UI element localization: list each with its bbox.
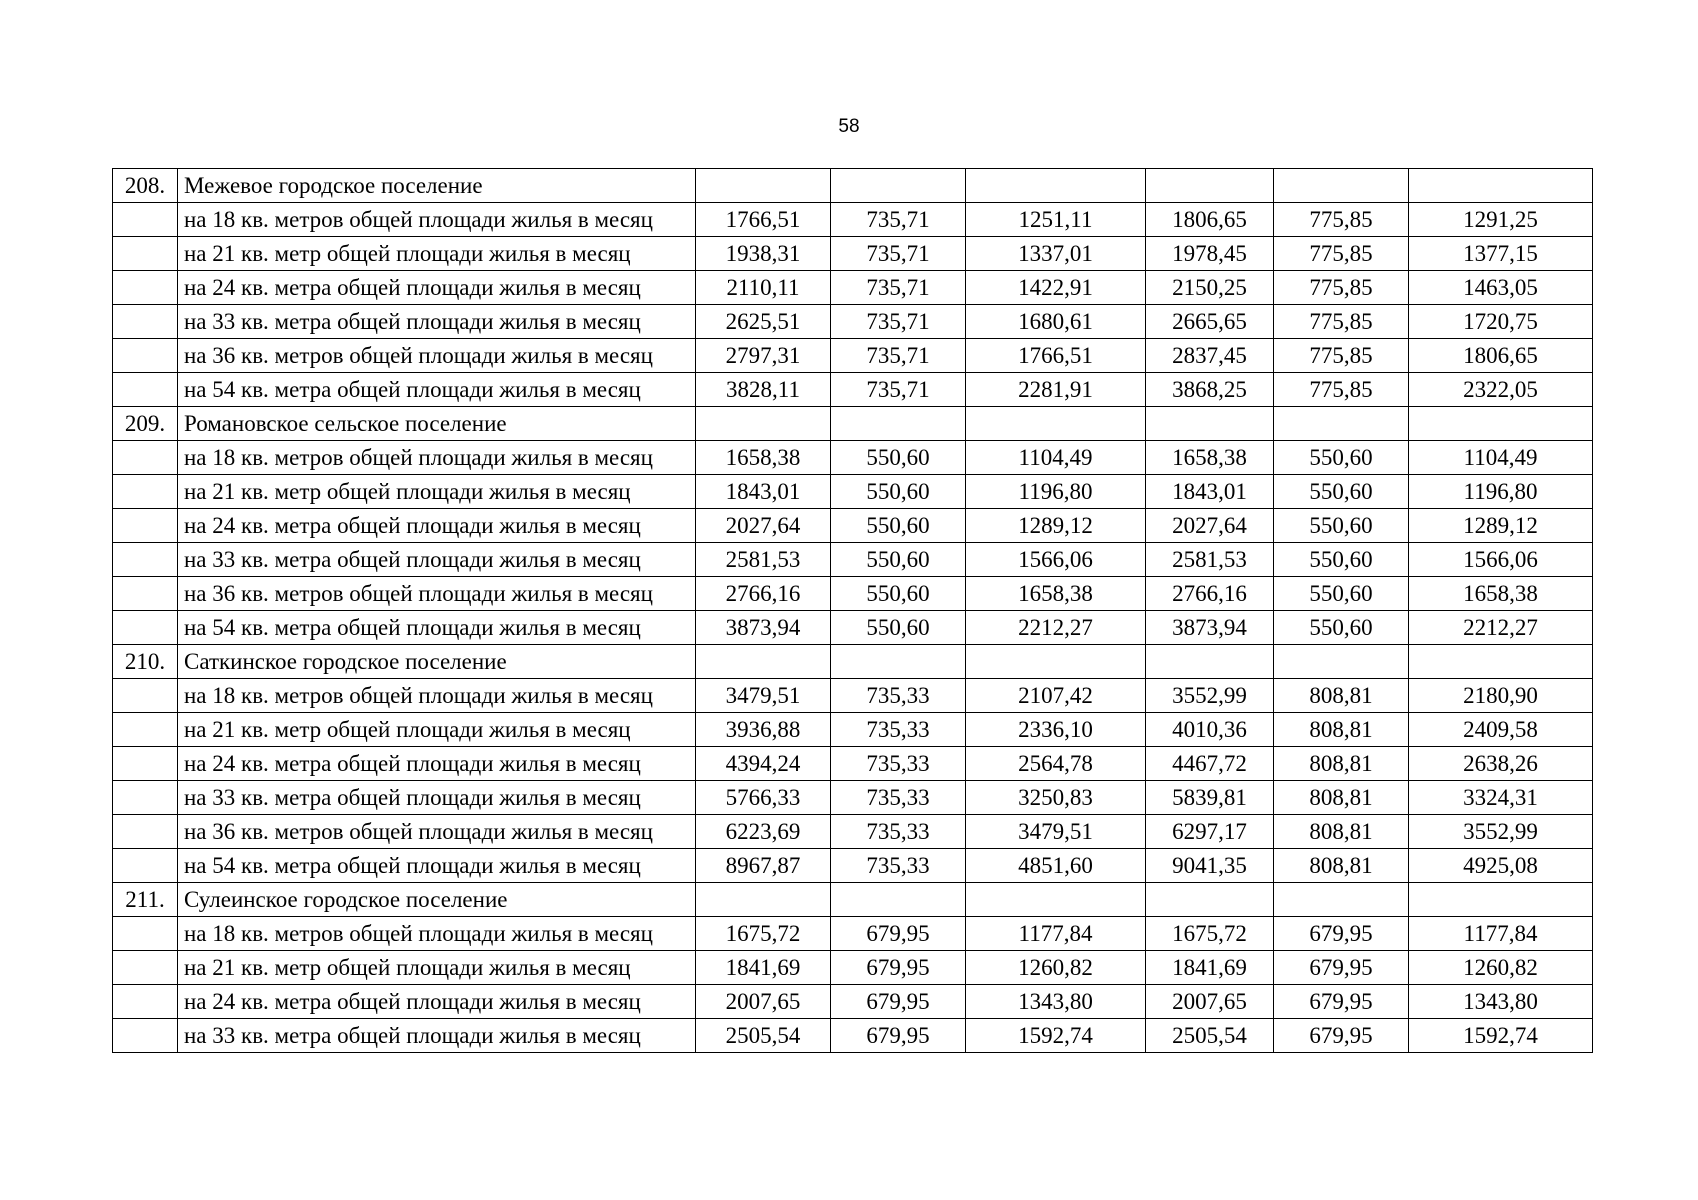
value-cell: 3250,83 [966, 781, 1146, 815]
value-cell: 1289,12 [1409, 509, 1593, 543]
row-label: на 24 кв. метра общей площади жилья в месяц [178, 747, 696, 781]
section-title: Романовское сельское поселение [178, 407, 696, 441]
row-label: на 54 кв. метра общей площади жилья в месяц [178, 373, 696, 407]
value-cell: 2625,51 [696, 305, 831, 339]
empty-cell [831, 407, 966, 441]
empty-cell [696, 645, 831, 679]
row-number-cell [113, 305, 178, 339]
value-cell: 735,33 [831, 781, 966, 815]
row-number-cell [113, 679, 178, 713]
value-cell: 1675,72 [696, 917, 831, 951]
value-cell: 3936,88 [696, 713, 831, 747]
row-label: на 18 кв. метров общей площади жилья в месяц [178, 441, 696, 475]
value-cell: 735,71 [831, 203, 966, 237]
value-cell: 2638,26 [1409, 747, 1593, 781]
value-cell: 679,95 [1274, 985, 1409, 1019]
row-label: на 21 кв. метр общей площади жилья в месяц [178, 951, 696, 985]
table-row [113, 679, 1593, 713]
row-number-cell [113, 611, 178, 645]
row-label: на 36 кв. метров общей площади жилья в месяц [178, 577, 696, 611]
value-cell: 2212,27 [1409, 611, 1593, 645]
row-number-cell [113, 1019, 178, 1053]
row-label: на 24 кв. метра общей площади жилья в месяц [178, 271, 696, 305]
empty-cell [696, 407, 831, 441]
value-cell: 1658,38 [1409, 577, 1593, 611]
value-cell: 1841,69 [1146, 951, 1274, 985]
table-row [113, 373, 1593, 407]
value-cell: 2837,45 [1146, 339, 1274, 373]
section-title: Межевое городское поселение [178, 169, 696, 203]
value-cell: 2180,90 [1409, 679, 1593, 713]
row-label: на 33 кв. метра общей площади жилья в месяц [178, 543, 696, 577]
value-cell: 735,71 [831, 271, 966, 305]
value-cell: 1422,91 [966, 271, 1146, 305]
value-cell: 2281,91 [966, 373, 1146, 407]
row-number-cell [113, 951, 178, 985]
row-label: на 21 кв. метр общей площади жилья в месяц [178, 237, 696, 271]
empty-cell [1146, 169, 1274, 203]
value-cell: 1377,15 [1409, 237, 1593, 271]
row-label: на 54 кв. метра общей площади жилья в месяц [178, 611, 696, 645]
value-cell: 3868,25 [1146, 373, 1274, 407]
value-cell: 6297,17 [1146, 815, 1274, 849]
value-cell: 5766,33 [696, 781, 831, 815]
empty-cell [1146, 407, 1274, 441]
value-cell: 1680,61 [966, 305, 1146, 339]
value-cell: 2027,64 [1146, 509, 1274, 543]
table-row [113, 509, 1593, 543]
value-cell: 550,60 [1274, 611, 1409, 645]
row-label: на 21 кв. метр общей площади жилья в месяц [178, 475, 696, 509]
table-row [113, 1019, 1593, 1053]
value-cell: 3479,51 [696, 679, 831, 713]
value-cell: 3873,94 [1146, 611, 1274, 645]
value-cell: 735,33 [831, 815, 966, 849]
value-cell: 735,33 [831, 713, 966, 747]
value-cell: 1658,38 [1146, 441, 1274, 475]
table-row [113, 475, 1593, 509]
empty-cell [966, 883, 1146, 917]
empty-cell [831, 883, 966, 917]
row-number-cell [113, 543, 178, 577]
section-number: 211. [113, 883, 178, 917]
value-cell: 1806,65 [1409, 339, 1593, 373]
value-cell: 550,60 [1274, 475, 1409, 509]
value-cell: 2409,58 [1409, 713, 1593, 747]
value-cell: 6223,69 [696, 815, 831, 849]
section-header-row [113, 407, 1593, 441]
value-cell: 808,81 [1274, 849, 1409, 883]
value-cell: 679,95 [1274, 1019, 1409, 1053]
value-cell: 775,85 [1274, 305, 1409, 339]
empty-cell [1146, 883, 1274, 917]
value-cell: 4010,36 [1146, 713, 1274, 747]
empty-cell [696, 169, 831, 203]
value-cell: 1938,31 [696, 237, 831, 271]
empty-cell [1274, 645, 1409, 679]
value-cell: 775,85 [1274, 339, 1409, 373]
row-label: на 33 кв. метра общей площади жилья в месяц [178, 305, 696, 339]
value-cell: 550,60 [1274, 509, 1409, 543]
value-cell: 1978,45 [1146, 237, 1274, 271]
section-number: 209. [113, 407, 178, 441]
value-cell: 550,60 [831, 577, 966, 611]
section-title: Сулеинское городское поселение [178, 883, 696, 917]
value-cell: 2007,65 [696, 985, 831, 1019]
value-cell: 775,85 [1274, 237, 1409, 271]
empty-cell [1274, 169, 1409, 203]
table-row [113, 305, 1593, 339]
value-cell: 1843,01 [696, 475, 831, 509]
row-label: на 33 кв. метра общей площади жилья в месяц [178, 781, 696, 815]
value-cell: 808,81 [1274, 713, 1409, 747]
row-label: на 18 кв. метров общей площади жилья в месяц [178, 917, 696, 951]
table-row [113, 747, 1593, 781]
table-row [113, 577, 1593, 611]
value-cell: 1766,51 [966, 339, 1146, 373]
row-label: на 18 кв. метров общей площади жилья в месяц [178, 203, 696, 237]
value-cell: 808,81 [1274, 815, 1409, 849]
value-cell: 1196,80 [966, 475, 1146, 509]
value-cell: 550,60 [1274, 543, 1409, 577]
value-cell: 1675,72 [1146, 917, 1274, 951]
table-row [113, 713, 1593, 747]
value-cell: 2110,11 [696, 271, 831, 305]
empty-cell [966, 407, 1146, 441]
value-cell: 775,85 [1274, 271, 1409, 305]
value-cell: 735,33 [831, 849, 966, 883]
value-cell: 2766,16 [1146, 577, 1274, 611]
value-cell: 550,60 [1274, 577, 1409, 611]
value-cell: 1260,82 [1409, 951, 1593, 985]
value-cell: 1592,74 [1409, 1019, 1593, 1053]
table-row [113, 441, 1593, 475]
value-cell: 679,95 [831, 917, 966, 951]
table-row [113, 611, 1593, 645]
section-header-row [113, 883, 1593, 917]
value-cell: 2007,65 [1146, 985, 1274, 1019]
value-cell: 1289,12 [966, 509, 1146, 543]
value-cell: 4394,24 [696, 747, 831, 781]
row-number-cell [113, 713, 178, 747]
row-label: на 54 кв. метра общей площади жилья в месяц [178, 849, 696, 883]
value-cell: 1592,74 [966, 1019, 1146, 1053]
empty-cell [831, 645, 966, 679]
value-cell: 550,60 [1274, 441, 1409, 475]
table-row [113, 951, 1593, 985]
value-cell: 3828,11 [696, 373, 831, 407]
value-cell: 2581,53 [696, 543, 831, 577]
section-number: 210. [113, 645, 178, 679]
row-label: на 36 кв. метров общей площади жилья в месяц [178, 339, 696, 373]
row-number-cell [113, 985, 178, 1019]
table-row [113, 203, 1593, 237]
section-header-row [113, 645, 1593, 679]
value-cell: 2581,53 [1146, 543, 1274, 577]
row-number-cell [113, 917, 178, 951]
value-cell: 679,95 [1274, 917, 1409, 951]
table-row [113, 781, 1593, 815]
row-number-cell [113, 509, 178, 543]
value-cell: 808,81 [1274, 679, 1409, 713]
table-row [113, 917, 1593, 951]
value-cell: 1196,80 [1409, 475, 1593, 509]
value-cell: 1104,49 [1409, 441, 1593, 475]
table-row [113, 815, 1593, 849]
value-cell: 8967,87 [696, 849, 831, 883]
value-cell: 1177,84 [1409, 917, 1593, 951]
value-cell: 3479,51 [966, 815, 1146, 849]
empty-cell [966, 645, 1146, 679]
value-cell: 3873,94 [696, 611, 831, 645]
value-cell: 1463,05 [1409, 271, 1593, 305]
value-cell: 2212,27 [966, 611, 1146, 645]
value-cell: 1658,38 [966, 577, 1146, 611]
value-cell: 550,60 [831, 441, 966, 475]
row-label: на 36 кв. метров общей площади жилья в месяц [178, 815, 696, 849]
value-cell: 808,81 [1274, 747, 1409, 781]
empty-cell [696, 883, 831, 917]
section-title: Саткинское городское поселение [178, 645, 696, 679]
value-cell: 735,71 [831, 237, 966, 271]
row-number-cell [113, 441, 178, 475]
empty-cell [1409, 883, 1593, 917]
row-number-cell [113, 815, 178, 849]
value-cell: 679,95 [831, 951, 966, 985]
value-cell: 1337,01 [966, 237, 1146, 271]
row-number-cell [113, 781, 178, 815]
value-cell: 4925,08 [1409, 849, 1593, 883]
value-cell: 2564,78 [966, 747, 1146, 781]
empty-cell [1274, 407, 1409, 441]
row-number-cell [113, 271, 178, 305]
value-cell: 2027,64 [696, 509, 831, 543]
value-cell: 550,60 [831, 543, 966, 577]
row-label: на 24 кв. метра общей площади жилья в месяц [178, 509, 696, 543]
row-number-cell [113, 373, 178, 407]
value-cell: 1843,01 [1146, 475, 1274, 509]
row-label: на 18 кв. метров общей площади жилья в месяц [178, 679, 696, 713]
section-number: 208. [113, 169, 178, 203]
empty-cell [1146, 645, 1274, 679]
value-cell: 4467,72 [1146, 747, 1274, 781]
value-cell: 2322,05 [1409, 373, 1593, 407]
value-cell: 1260,82 [966, 951, 1146, 985]
value-cell: 1343,80 [966, 985, 1146, 1019]
row-label: на 24 кв. метра общей площади жилья в месяц [178, 985, 696, 1019]
empty-cell [1274, 883, 1409, 917]
value-cell: 775,85 [1274, 203, 1409, 237]
value-cell: 1841,69 [696, 951, 831, 985]
value-cell: 1658,38 [696, 441, 831, 475]
value-cell: 735,33 [831, 679, 966, 713]
value-cell: 679,95 [1274, 951, 1409, 985]
row-number-cell [113, 237, 178, 271]
empty-cell [1409, 645, 1593, 679]
value-cell: 808,81 [1274, 781, 1409, 815]
value-cell: 5839,81 [1146, 781, 1274, 815]
row-label: на 21 кв. метр общей площади жилья в месяц [178, 713, 696, 747]
value-cell: 2665,65 [1146, 305, 1274, 339]
value-cell: 2797,31 [696, 339, 831, 373]
value-cell: 2150,25 [1146, 271, 1274, 305]
value-cell: 1291,25 [1409, 203, 1593, 237]
value-cell: 1566,06 [1409, 543, 1593, 577]
table-row [113, 237, 1593, 271]
row-number-cell [113, 203, 178, 237]
value-cell: 735,71 [831, 339, 966, 373]
empty-cell [966, 169, 1146, 203]
row-number-cell [113, 475, 178, 509]
tariff-table [112, 168, 1593, 1053]
value-cell: 735,71 [831, 305, 966, 339]
value-cell: 1104,49 [966, 441, 1146, 475]
row-number-cell [113, 577, 178, 611]
value-cell: 3552,99 [1409, 815, 1593, 849]
value-cell: 1766,51 [696, 203, 831, 237]
value-cell: 2107,42 [966, 679, 1146, 713]
section-header-row [113, 169, 1593, 203]
value-cell: 2766,16 [696, 577, 831, 611]
empty-cell [831, 169, 966, 203]
value-cell: 1177,84 [966, 917, 1146, 951]
value-cell: 550,60 [831, 475, 966, 509]
value-cell: 2505,54 [1146, 1019, 1274, 1053]
value-cell: 735,71 [831, 373, 966, 407]
row-number-cell [113, 747, 178, 781]
page-number: 58 [838, 116, 860, 137]
value-cell: 3552,99 [1146, 679, 1274, 713]
value-cell: 3324,31 [1409, 781, 1593, 815]
value-cell: 1343,80 [1409, 985, 1593, 1019]
value-cell: 1566,06 [966, 543, 1146, 577]
table-row [113, 271, 1593, 305]
value-cell: 550,60 [831, 611, 966, 645]
value-cell: 1720,75 [1409, 305, 1593, 339]
value-cell: 1251,11 [966, 203, 1146, 237]
table-body [113, 169, 1593, 1053]
value-cell: 9041,35 [1146, 849, 1274, 883]
value-cell: 550,60 [831, 509, 966, 543]
empty-cell [1409, 169, 1593, 203]
value-cell: 775,85 [1274, 373, 1409, 407]
value-cell: 735,33 [831, 747, 966, 781]
value-cell: 1806,65 [1146, 203, 1274, 237]
row-number-cell [113, 339, 178, 373]
table-row [113, 985, 1593, 1019]
table-row [113, 339, 1593, 373]
value-cell: 4851,60 [966, 849, 1146, 883]
table-row [113, 849, 1593, 883]
empty-cell [1409, 407, 1593, 441]
value-cell: 2505,54 [696, 1019, 831, 1053]
value-cell: 2336,10 [966, 713, 1146, 747]
table-row [113, 543, 1593, 577]
row-number-cell [113, 849, 178, 883]
value-cell: 679,95 [831, 985, 966, 1019]
value-cell: 679,95 [831, 1019, 966, 1053]
row-label: на 33 кв. метра общей площади жилья в месяц [178, 1019, 696, 1053]
